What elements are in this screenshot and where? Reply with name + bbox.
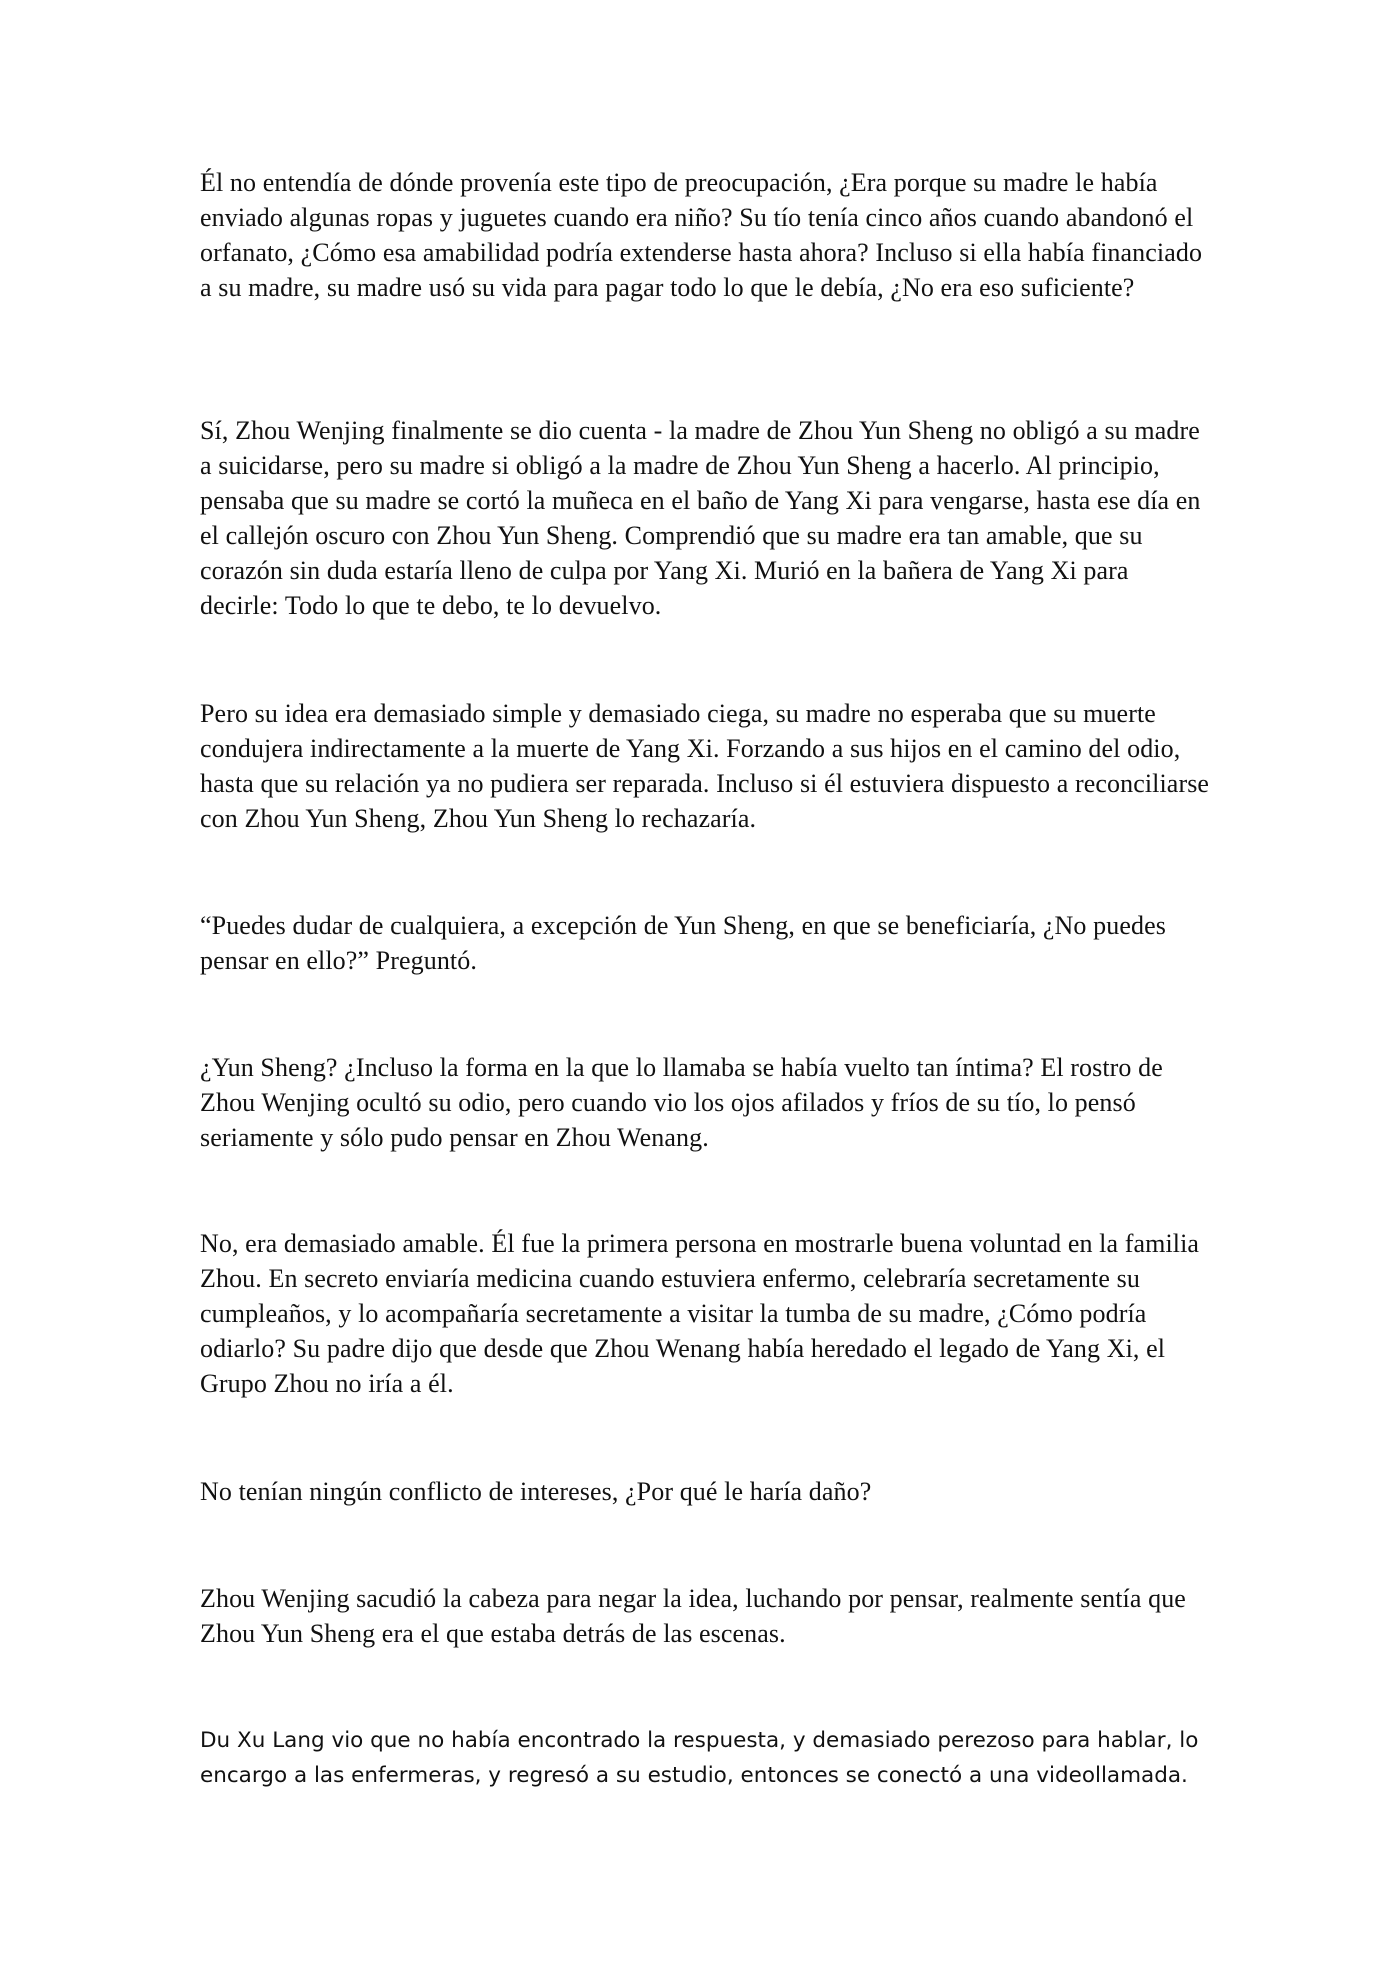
paragraph-4: “Puedes dudar de cualquiera, a excepción de Yun Sheng, en que se beneficiaría, ¿No puedes pensar en ello?” Preguntó.: [200, 911, 1166, 975]
paragraph-6: No, era demasiado amable. Él fue la primera persona en mostrarle buena voluntad en la familia Zhou. En secreto enviaría medicina cuando estuviera enfermo, celebraría secretamente su cumpleaños, y lo acompañaría secretamente a visitar la tumba de su madre, ¿Cómo podría odiarlo? Su padre dijo que desde que Zhou Wenang había heredado el legado de Yang Xi, el Grupo Zhou no iría a él.: [200, 1229, 1200, 1398]
paragraph-1: Él no entendía de dónde provenía este tipo de preocupación, ¿Era porque su madre le había enviado algunas ropas y juguetes cuando era niño? Su tío tenía cinco años cuando abandonó el orfanato, ¿Cómo esa amabilidad podría extenderse hasta ahora? Incluso si ella había financiado a su madre, su madre usó su vida para pagar todo lo que le debía, ¿No era eso suficiente?: [200, 168, 1203, 302]
paragraph-8: Zhou Wenjing sacudió la cabeza para negar la idea, luchando por pensar, realmente sentía que Zhou Yun Sheng era el que estaba detrás de las escenas.: [200, 1584, 1186, 1648]
paragraph-5: ¿Yun Sheng? ¿Incluso la forma en la que lo llamaba se había vuelto tan íntima? El rostro de Zhou Wenjing ocultó su odio, pero cuando vio los ojos afilados y fríos de su tío, lo pensó seriamente y sólo pudo pensar en Zhou Wenang.: [200, 1053, 1163, 1152]
paragraph-3: Pero su idea era demasiado simple y demasiado ciega, su madre no esperaba que su muerte condujera indirectamente a la muerte de Yang Xi. Forzando a sus hijos en el camino del odio, hasta que su relación ya no pudiera ser reparada. Incluso si él estuviera dispuesto a reconciliarse con Zhou Yun Sheng, Zhou Yun Sheng lo rechazaría.: [200, 699, 1210, 833]
paragraph-7: No tenían ningún conflicto de intereses, ¿Por qué le haría daño?: [200, 1477, 872, 1506]
paragraph-2: Sí, Zhou Wenjing finalmente se dio cuenta - la madre de Zhou Yun Sheng no obligó a su madre a suicidarse, pero su madre si obligó a la madre de Zhou Yun Sheng a hacerlo. Al principio, pensaba que su madre se cortó la muñeca en el baño de Yang Xi para vengarse, hasta ese día en el callejón oscuro con Zhou Yun Sheng. Comprendió que su madre era tan amable, que su corazón sin duda estaría lleno de culpa por Yang Xi. Murió en la bañera de Yang Xi para decirle: Todo lo que te debo, te lo devuelvo.: [200, 416, 1201, 620]
paragraph-9: Du Xu Lang vio que no había encontrado la respuesta, y demasiado perezoso para hablar, lo encargo a las enfermeras, y regresó a su estudio, entonces se conectó a una videollamada.: [200, 1728, 1199, 1788]
